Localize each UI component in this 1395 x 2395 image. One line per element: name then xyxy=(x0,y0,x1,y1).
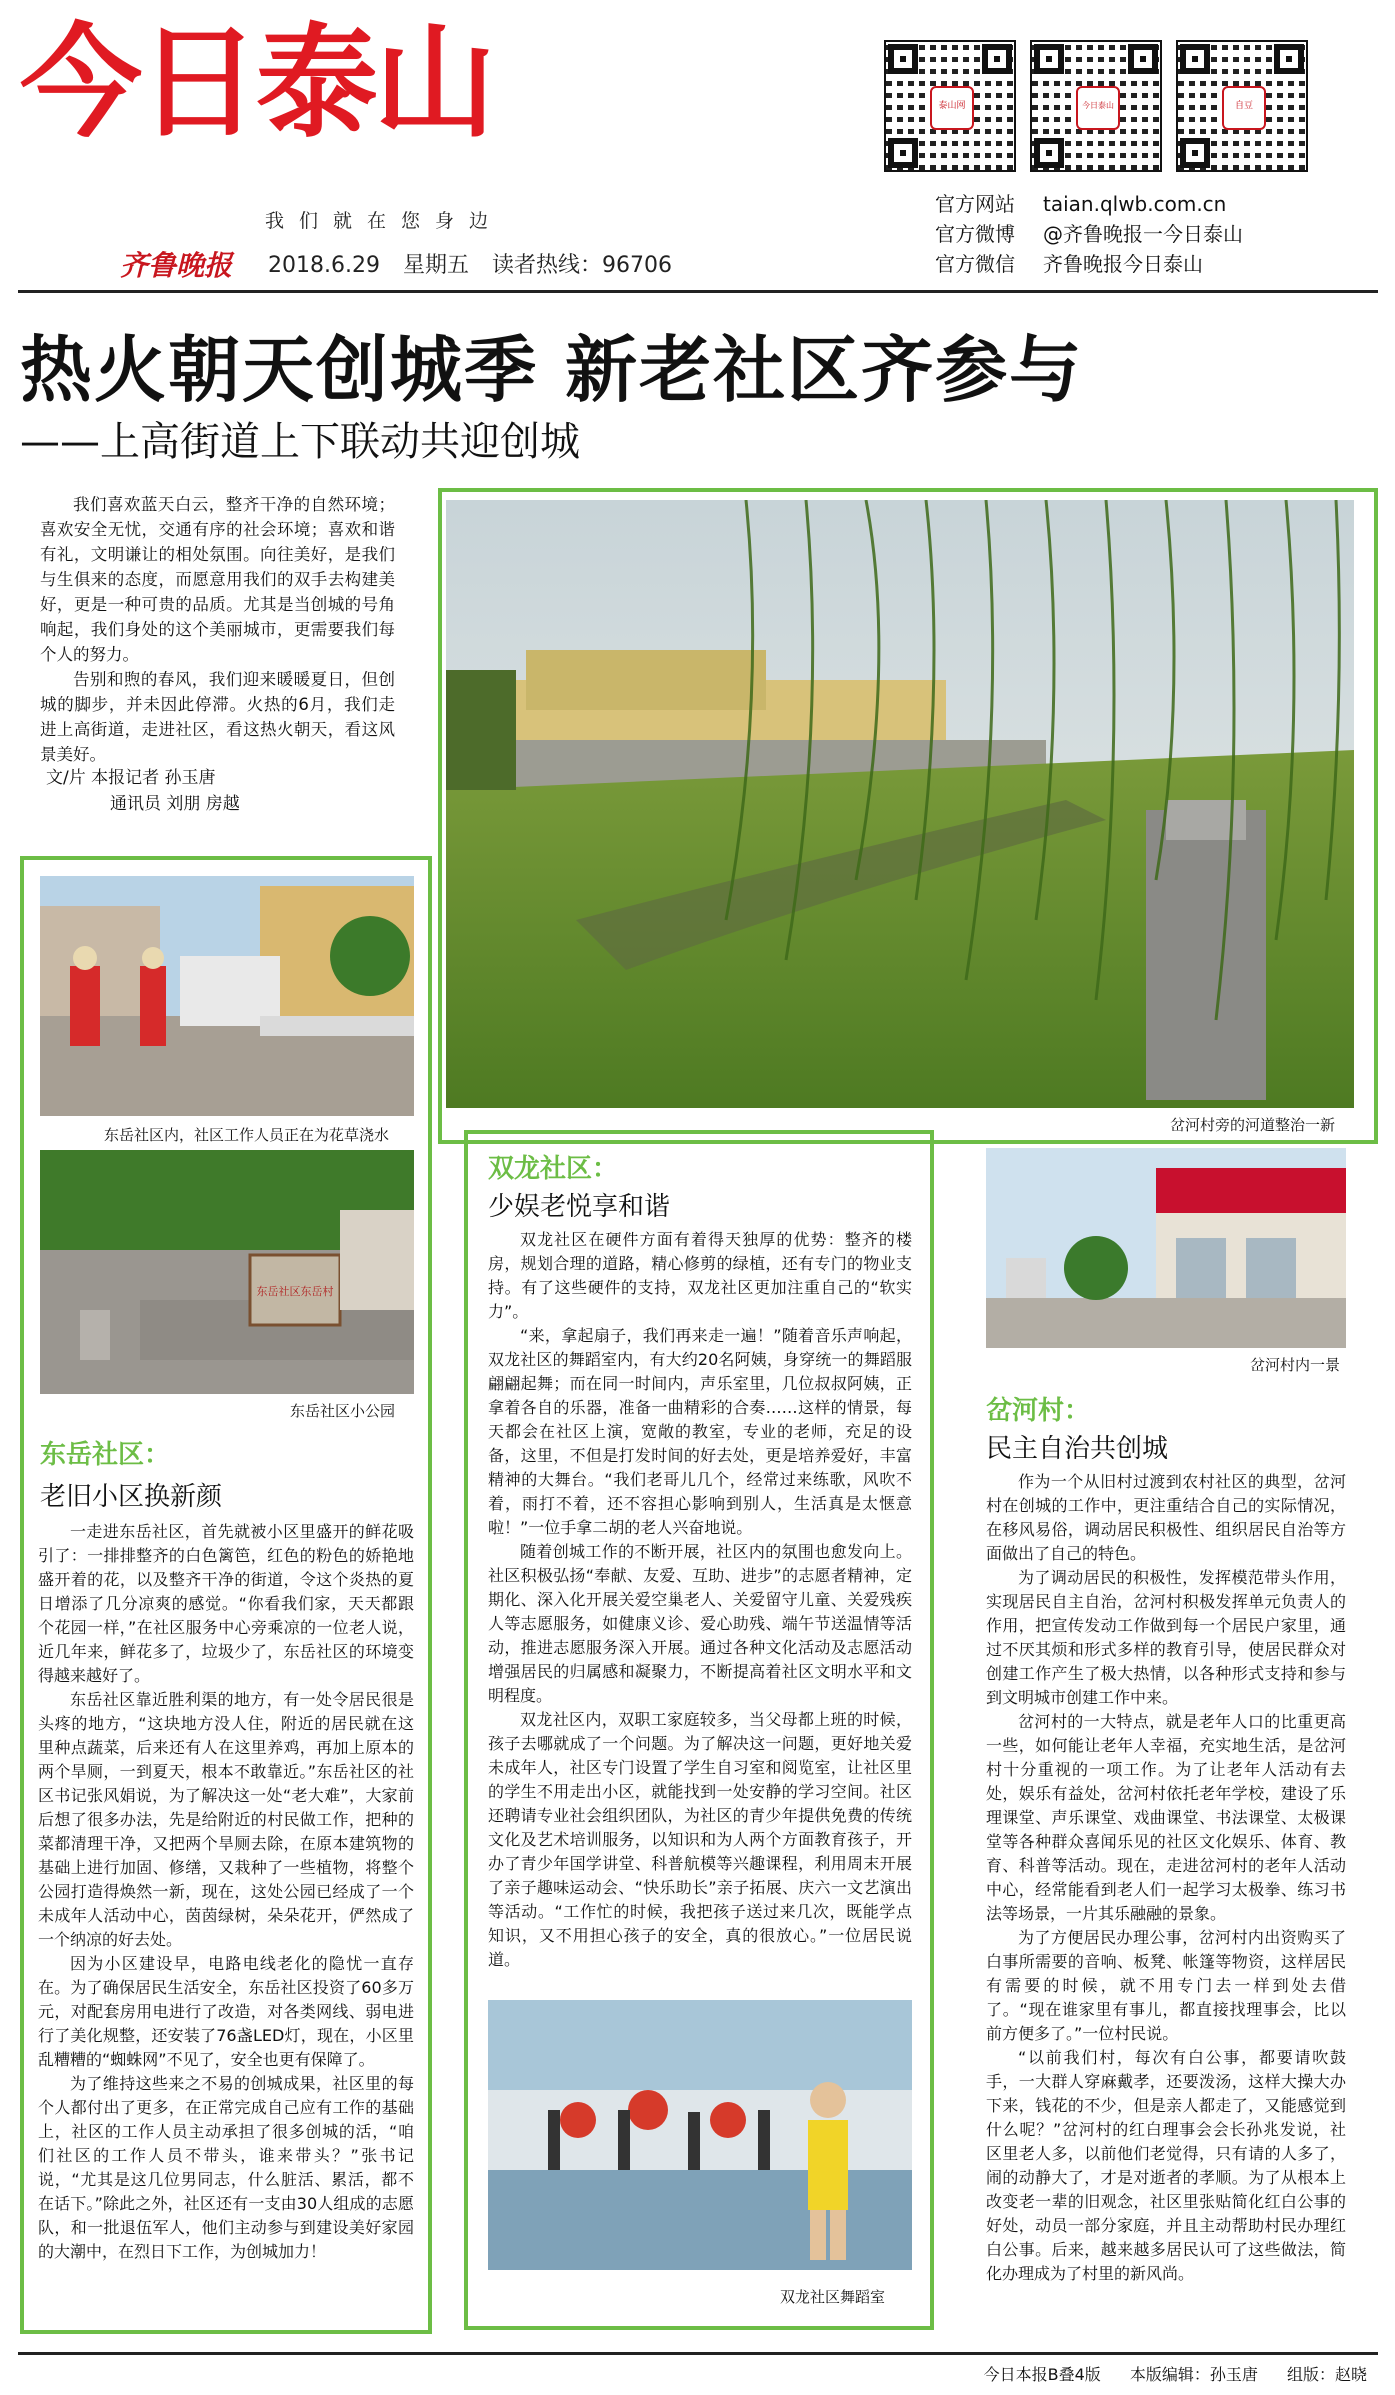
dongyue-watering-photo xyxy=(40,876,414,1116)
shuanglong-text xyxy=(488,1228,912,1972)
chahe-subtitle: 民主自治共创城 xyxy=(986,1434,1169,1464)
byline-line: 通讯员 刘朋 房越 xyxy=(110,794,240,814)
dongyue-text xyxy=(38,1520,414,2264)
official-website[interactable] xyxy=(935,188,1226,217)
dance-photo-graphic xyxy=(488,2000,912,2270)
byline xyxy=(46,765,240,817)
footer-divider xyxy=(18,2352,1378,2355)
dongyue-subtitle: 老旧小区换新颜 xyxy=(40,1482,223,1512)
shuanglong-paragraph: “来，拿起扇子，我们再来走一遍！”随着音乐声响起，双龙社区的舞蹈室内，有大约20名阿姨，身穿统一的舞蹈服翩翩起舞；而在同一时间内，声乐室里，几位叔叔阿姨，正拿着各自的乐器，准备一曲精彩的合奏……这样的情景，每天都会在社区上演，宽敞的教室，专业的老师，充足的设备，这里，不但是打发时间的好去处，更是培养爱好，丰富精神的大舞台。“我们老哥儿几个，经常过来练歌，风吹不着，雨打不着，还不容担心影响到别人，生活真是太惬意啦！”一位手拿二胡的老人兴奋地说。 xyxy=(488,1326,912,1537)
watering-photo-graphic xyxy=(40,876,414,1116)
link-value: @齐鲁晚报一今日泰山 xyxy=(1043,222,1243,246)
intro-paragraph: 告别和煦的春风，我们迎来暖暖夏日，但创城的脚步，并未因此停滞。火热的6月，我们走进上高街道，走进社区，看这热火朝天，看这风景美好。 xyxy=(40,670,395,764)
qr-logo: 今日泰山 xyxy=(1076,86,1120,130)
intro-paragraph: 我们喜欢蓝天白云，整齐干净的自然环境；喜欢安全无忧，交通有序的社会环境；喜欢和谐有礼，文明谦让的相处氛围。向往美好，是我们与生俱来的态度，而愿意用我们的双手去构建美好，更是一种可贵的品质。尤其是当创城的号角响起，我们身处的这个美丽城市，更需要我们每个人的努力。 xyxy=(40,495,395,664)
issue-weekday: 星期五 xyxy=(402,253,469,278)
qr-code xyxy=(884,40,1016,172)
issue-date: 2018.6.29 xyxy=(268,253,380,278)
river-photo-graphic xyxy=(446,500,1354,1108)
official-wechat[interactable] xyxy=(935,248,1203,277)
shuanglong-paragraph: 双龙社区在硬件方面有着得天独厚的优势：整齐的楼房，规划合理的道路，精心修剪的绿植，还有专门的物业支持。有了这些硬件的支持，双龙社区更加注重自己的“软实力”。 xyxy=(488,1230,912,1321)
link-value: 齐鲁晚报今日泰山 xyxy=(1043,252,1203,276)
link-label: 官方微信 xyxy=(935,252,1015,276)
park-photo-graphic xyxy=(40,1150,414,1394)
dongyue-paragraph: 为了维持这些来之不易的创城成果，社区里的每个人都付出了更多，在正常完成自己应有工作的基础上，社区的工作人员主动承担了很多创城的活，“咱们社区的工作人员不带头，谁来带头？”张书记说，“尤其是这几位男同志，什么脏活、累活，都不在话下。”除此之外，社区还有一支由30人组成的志愿队，和一批退伍军人，他们主动参与到建设美好家园的大潮中，在烈日下工作，为创城加力！ xyxy=(38,2074,414,2261)
intro-text xyxy=(40,492,395,767)
dongyue-park-photo xyxy=(40,1150,414,1394)
dongyue-paragraph: 一走进东岳社区，首先就被小区里盛开的鲜花吸引了：一排排整齐的白色篱笆，红色的粉色的娇艳地盛开着的花，以及整齐干净的街道，令这个炎热的夏日增添了几分凉爽的感觉。“你看我们家，天天都跟个花园一样，”在社区服务中心旁乘凉的一位老人说，近几年来，鲜花多了，垃圾少了，东岳社区的环境变得越来越好了。 xyxy=(38,1522,414,1685)
qr-logo: 自豆 xyxy=(1222,86,1266,130)
village-photo-graphic xyxy=(986,1148,1346,1348)
masthead-title: 今日泰山 xyxy=(20,12,492,154)
chahe-paragraph: 作为一个从旧村过渡到农村社区的典型，岔河村在创城的工作中，更注重结合自己的实际情况，在移风易俗，调动居民积极性、组织居民自治等方面做出了自己的特色。 xyxy=(986,1472,1346,1563)
chahe-text xyxy=(986,1470,1346,2286)
qr-logo: 泰山网 xyxy=(930,86,974,130)
chahe-name: 岔河村： xyxy=(986,1396,1091,1426)
masthead-slogan: 我们就在您身边 xyxy=(265,210,504,232)
official-weibo[interactable] xyxy=(935,218,1243,247)
page-layout: 组版：赵晓 xyxy=(1286,2365,1367,2384)
chahe-paragraph: “以前我们村，每次有白公事，都要请吹鼓手，一大群人穿麻戴孝，还要泼汤，这样大操大办下来，钱花的不少，但是亲人都走了，又能感觉到什么呢？”岔河村的红白理事会会长孙兆发说，社区里老人多，以前他们老觉得，只有请的人多了，闹的动静大了，才是对逝者的孝顺。为了从根本上改变老一辈的旧观念，社区里张贴简化红白公事的好处，动员一部分家庭，并且主动帮助村民办理红白公事。后来，越来越多居民认可了这些做法，简化办理成为了村里的新风尚。 xyxy=(986,2048,1346,2283)
dongyue-paragraph: 东岳社区靠近胜利渠的地方，有一处令居民很是头疼的地方，“这块地方没人住，附近的居民就在这里种点蔬菜，后来还有人在这里养鸡，再加上原本的两个旱厕，一到夏天，根本不敢靠近。”东岳社区的社区书记张风娟说，为了解决这一处“老大难”，大家前后想了很多办法，先是给附近的村民做工作，把种的菜都清理干净，又把两个旱厕去除，在原本建筑物的基础上进行加固、修缮，又栽种了一些植物，将整个公园打造得焕然一新，现在，这处公园已经成了一个未成年人活动中心，茵茵绿树，朵朵花开，俨然成了一个纳凉的好去处。 xyxy=(38,1690,414,1949)
subheadline: ——上高街道上下联动共迎创城 xyxy=(20,419,580,465)
reader-hotline: 读者热线：96706 xyxy=(491,253,672,278)
main-photo-caption: 岔河村旁的河道整治一新 xyxy=(1170,1116,1336,1134)
brand-logo: 齐鲁晚报 xyxy=(120,249,233,282)
shuanglong-paragraph: 双龙社区内，双职工家庭较多，当父母都上班的时候，孩子去哪就成了一个问题。为了解决这一问题，更好地关爱未成年人，社区专门设置了学生自习室和阅览室，让社区里的学生不用走出小区，就能找到一处安静的学习空间。社区还聘请专业社会组织团队，为社区的青少年提供免费的传统文化及艺术培训服务，以知识和为人两个方面教育孩子，开办了青少年国学讲堂、科普航模等兴趣课程，利用周末开展了亲子趣味运动会、“快乐助长”亲子拓展、庆六一文艺演出等活动。“工作忙的时候，我把孩子送过来几次，既能学点知识，又不用担心孩子的安全，真的很放心。”一位居民说道。 xyxy=(488,1710,912,1969)
chahe-paragraph: 岔河村的一大特点，就是老年人口的比重更高一些，如何能让老年人幸福，充实地生活，是岔河村十分重视的一项工作。为了让老年人活动有去处，娱乐有益处，岔河村依托老年学校，建设了乐理课堂、声乐课堂、戏曲课堂、书法课堂、太极课堂等各种群众喜闻乐见的社区文化娱乐、体育、教育、科普等活动。现在，走进岔河村的老年人活动中心，经常能看到老人们一起学习太极拳、练习书法等场景，一片其乐融融的景象。 xyxy=(986,1712,1346,1923)
river-photo xyxy=(446,500,1354,1108)
shuanglong-name: 双龙社区： xyxy=(488,1154,619,1184)
qr-code xyxy=(1176,40,1308,172)
page-number: 今日本报B叠4版 xyxy=(983,2365,1101,2384)
chahe-photo-caption: 岔河村内一景 xyxy=(1250,1356,1341,1374)
dongyue-paragraph: 因为小区建设早，电路电线老化的隐忧一直存在。为了确保居民生活安全，东岳社区投资了60多万元，对配套房用电进行了改造，对各类网线、弱电进行了美化规整，还安装了76盏LED灯，现在，小区里乱糟糟的“蜘蛛网”不见了，安全也更有保障了。 xyxy=(38,1954,414,2069)
qr-code xyxy=(1030,40,1162,172)
shuanglong-dance-photo xyxy=(488,2000,912,2270)
byline-line: 文/片 本报记者 孙玉唐 xyxy=(46,768,216,788)
page-footer xyxy=(960,2362,1367,2385)
headline: 热火朝天创城季 新老社区齐参与 xyxy=(20,328,1084,412)
dateline xyxy=(268,248,688,279)
chahe-paragraph: 为了方便居民办理公事，岔河村内出资购买了白事所需要的音响、板凳、帐篷等物资，这样居民有需要的时候，就不用专门去一样到处去借了。“现在谁家里有事儿，都直接找理事会，比以前方便多了。”一位村民说。 xyxy=(986,1928,1346,2043)
chahe-village-photo xyxy=(986,1148,1346,1348)
masthead-divider xyxy=(18,290,1378,293)
dongyue-name: 东岳社区： xyxy=(40,1440,171,1470)
page-editor: 本版编辑：孙玉唐 xyxy=(1129,2365,1258,2384)
link-label: 官方网站 xyxy=(935,192,1015,216)
dongyue-watering-caption: 东岳社区内，社区工作人员正在为花草浇水 xyxy=(104,1126,390,1144)
park-sign-text: 东岳社区东岳村 xyxy=(256,1285,334,1298)
chahe-paragraph: 为了调动居民的积极性，发挥模范带头作用，实现居民自主自治，岔河村积极发挥单元负责人的作用，把宣传发动工作做到每一个居民户家里，通过不厌其烦和形式多样的教育引导，使居民群众对创建工作产生了极大热情，以各种形式支持和参与到文明城市创建工作中来。 xyxy=(986,1568,1346,1707)
dongyue-park-caption: 东岳社区小公园 xyxy=(290,1402,396,1420)
link-label: 官方微博 xyxy=(935,222,1015,246)
shuanglong-paragraph: 随着创城工作的不断开展，社区内的氛围也愈发向上。社区积极弘扬“奉献、友爱、互助、进步”的志愿者精神，定期化、深入化开展关爱空巢老人、关爱留守儿童、关爱残疾人等志愿服务，如健康义诊、爱心助残、端午节送温情等活动，推进志愿服务深入开展。通过各种文化活动及志愿活动增强居民的归属感和凝聚力，不断提高着社区文明水平和文明程度。 xyxy=(488,1542,912,1705)
shuanglong-subtitle: 少娱老悦享和谐 xyxy=(488,1192,671,1222)
shuanglong-photo-caption: 双龙社区舞蹈室 xyxy=(780,2288,886,2306)
link-value: taian.qlwb.com.cn xyxy=(1043,192,1227,216)
